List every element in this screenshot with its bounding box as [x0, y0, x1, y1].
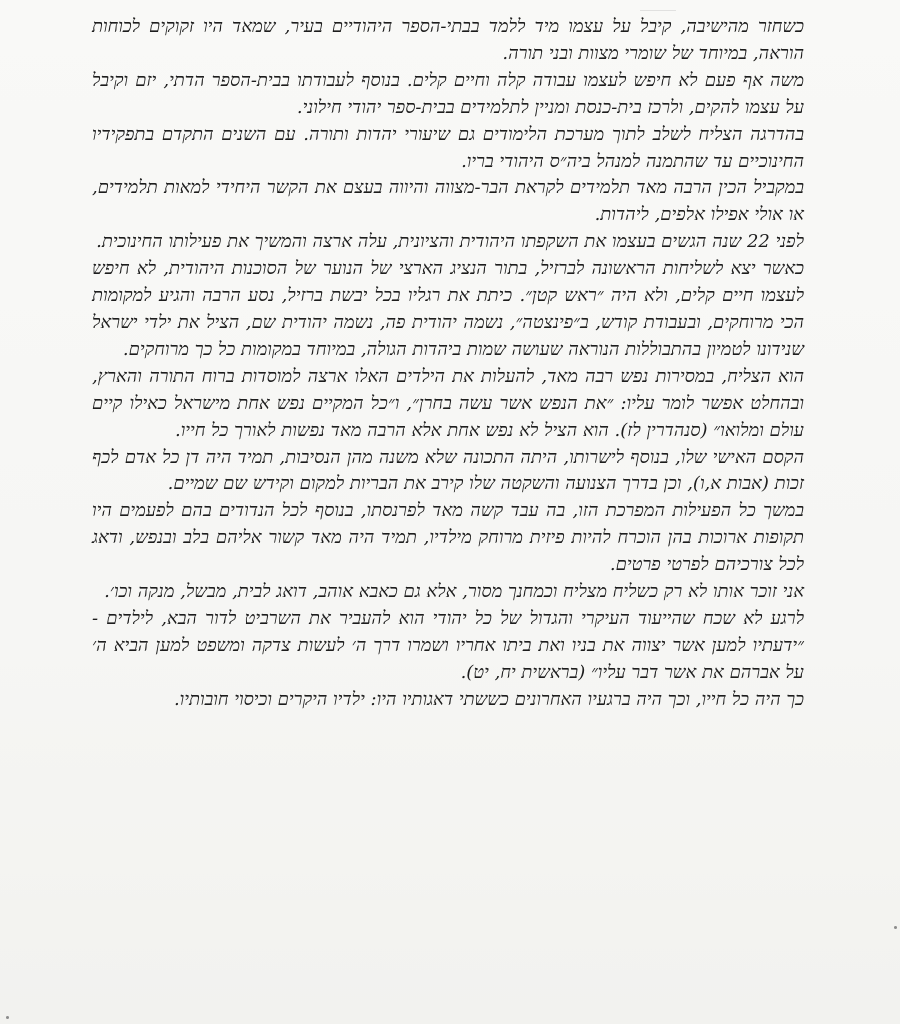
paragraph-9: במשך כל הפעילות המפרכת הזו, בה עבד קשה מאד לפרנסתו, בנוסף לכל הנדודים בהם לפעמים היו תקופות ארוכות בהן הוכרח להיות פיזית מרוחק מילדיו, תמיד היה מאד קשור אליהם בלב ובנפש, ודאג לכל צורכיהם לפרטי פרטים.: [92, 500, 804, 576]
scan-speck-left: [6, 1016, 9, 1019]
scan-corner-mark: [640, 0, 676, 11]
paragraph-12: כך היה כל חייו, וכך היה ברגעיו האחרונים כששתי דאגותיו היו: ילדיו היקרים וכיסוי חובותיו.: [173, 688, 804, 710]
paragraph-5: לפני 22 שנה הגשים בעצמו את השקפתו היהודית והציונית, עלה ארצה והמשיך את פעילותו החינוכית.: [96, 231, 804, 253]
paragraph-11: לרגע לא שכח שהייעוד העיקרי והגדול של כל יהודי הוא להעביר את השרביט לדור הבא, לילדים - ״ידעתיו למען אשר יצווה את בניו ואת ביתו אחריו ושמרו דרך ה׳ לעשות צדקה ומשפט למען הביא ה׳ על אברהם את אשר דבר עליו״ (בראשית יח, יט).: [92, 607, 804, 683]
paragraph-2: משה אף פעם לא חיפש לעצמו עבודה קלה וחיים קלים. בנוסף לעבודתו בבית-הספר הדתי, יזם וקיבל על עצמו להקים, ולרכז בית-כנסת ומניין לתלמידים בבית-ספר יהודי חילוני.: [92, 69, 804, 118]
paragraph-3: בהדרגה הצליח לשלב לתוך מערכת הלימודים גם שיעורי יהדות ותורה. עם השנים התקדם בתפקידיו החינוכיים עד שהתמנה למנהל ביה״ס היהודי בריו.: [92, 123, 804, 172]
paragraph-6: כאשר יצא לשליחות הראשונה לברזיל, בתור הנציג הארצי של הנוער של הסוכנות היהודית, לא חיפש לעצמו חיים קלים, ולא היה ״ראש קטן״. כיתת את רגליו בכל יבשת ברזיל, נסע הרבה והגיע למקומות הכי מרוחקים, ובעבודת קודש, ב״פינצטה״, נשמה יהודית פה, נשמה יהודית שם, הציל את ילדי ישראל שנידונו לטמיון בהתבוללות הנוראה שעושה שמות ביהדות הגולה, במיוחד במקומות כל כך מרוחקים.: [92, 258, 804, 360]
document-body: [92, 14, 804, 714]
paragraph-8: הקסם האישי שלו, בנוסף לישרותו, היתה התכונה שלא משנה מהן הנסיבות, תמיד היה דן כל אדם לכף זכות (אבות א,ו), וכן בדרך הצנועה והשקטה שלו קירב את הבריות למקום וקידש שם שמיים.: [92, 446, 804, 495]
paragraph-4: במקביל הכין הרבה מאד תלמידים לקראת הבר-מצווה והיווה בעצם את הקשר היחידי למאות תלמידים, או אולי אפילו אלפים, ליהדות.: [92, 177, 804, 226]
scan-speck-right: [894, 926, 897, 929]
paragraph-10: אני זוכר אותו לא רק כשליח מצליח וכמחנך מסור, אלא גם כאבא אוהב, דואג לבית, מבשל, מנקה וכו׳.: [104, 581, 804, 603]
paragraph-7: הוא הצליח, במסירות נפש רבה מאד, להעלות את הילדים האלו ארצה למוסדות ברוח התורה והארץ, ובהחלט אפשר לומר עליו: ״את הנפש אשר עשה בחרן״, ו״כל המקיים נפש אחת מישראל כאילו קיים עולם ומלואו״ (סנהדרין לז). הוא הציל לא נפש אחת אלא הרבה מאד נפשות לאורך כל חייו.: [92, 365, 804, 441]
paragraph-1: כשחזר מהישיבה, קיבל על עצמו מיד ללמד בבתי-הספר היהודיים בעיר, שמאד היו זקוקים לכוחות הוראה, במיוחד של שומרי מצוות ובני תורה.: [92, 16, 804, 64]
